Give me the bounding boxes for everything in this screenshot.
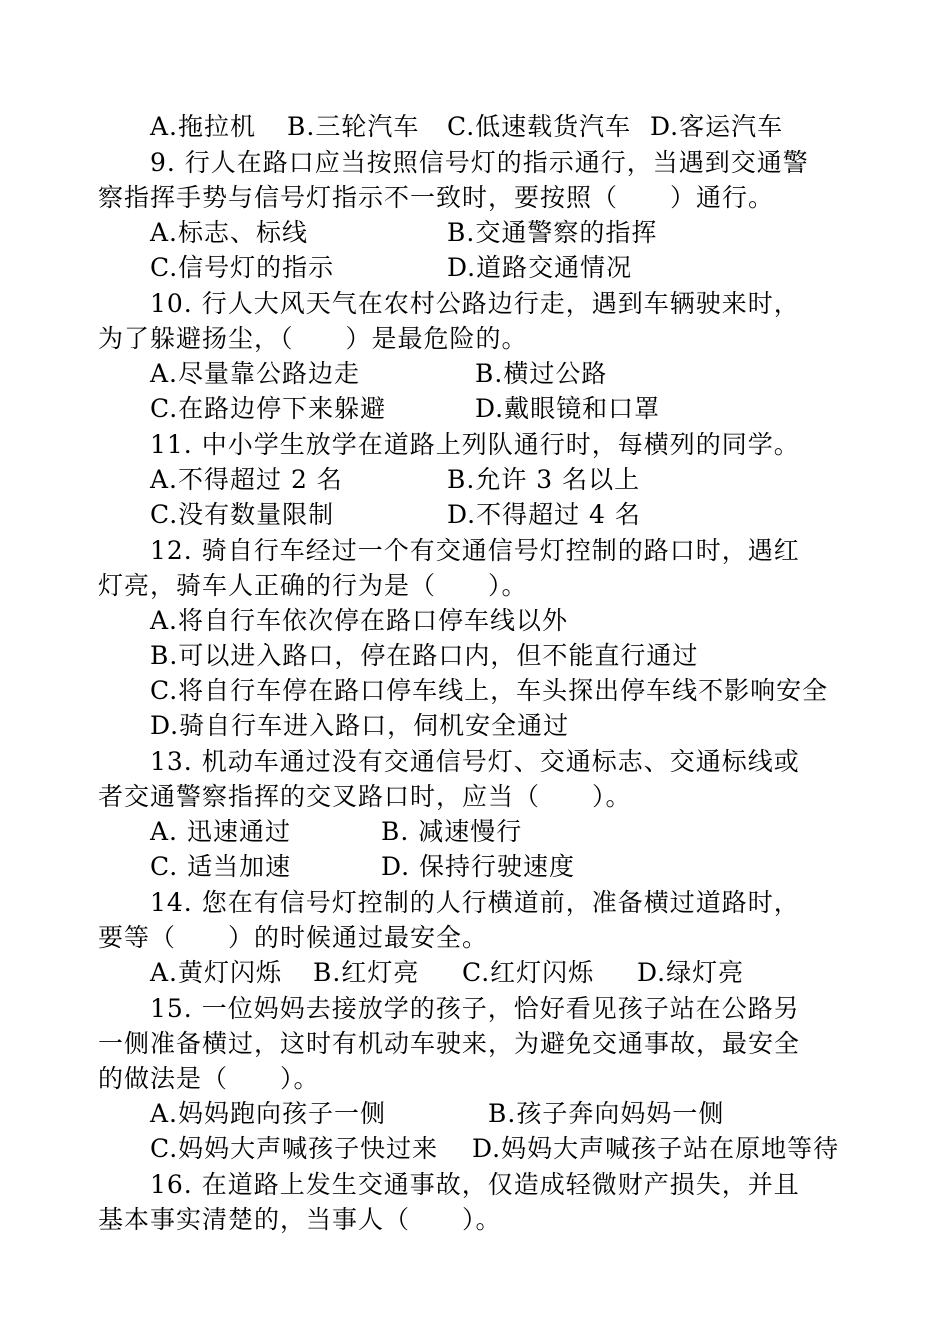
q16-stem-line1: 16. 在道路上发生交通事故，仅造成轻微财产损失，并且: [150, 1170, 800, 1199]
q10-stem-line1: 10. 行人大风天气在农村公路边行走，遇到车辆驶来时，: [150, 289, 800, 318]
q9-stem-line2: 察指挥手势与信号灯指示不一致时，要按照（ ）通行。: [98, 183, 775, 212]
q12-stem-line2: 灯亮，骑车人正确的行为是（ ）。: [98, 571, 528, 600]
q8-option-b: B.三轮汽车: [287, 112, 420, 141]
q13-stem-line1: 13. 机动车通过没有交通信号灯、交通标志、交通标线或: [150, 747, 800, 776]
q12-option-c: C.将自行车停在路口停车线上，车头探出停车线不影响安全: [150, 676, 829, 705]
q10-option-b: B.横过公路: [475, 359, 608, 388]
q16-stem-line2: 基本事实清楚的，当事人（ ）。: [98, 1205, 502, 1234]
q10-option-a: A.尽量靠公路边走: [150, 359, 361, 388]
q15-option-b: B.孩子奔向妈妈一侧: [488, 1099, 725, 1128]
q8-option-c: C.低速载货汽车: [447, 112, 632, 141]
q10-stem-line2: 为了躲避扬尘，（ ）是最危险的。: [98, 324, 528, 353]
q9-option-c: C.信号灯的指示: [150, 253, 335, 282]
q12-option-a: A.将自行车依次停在路口停车线以外: [150, 606, 569, 635]
q15-stem-line2: 一侧准备横过，这时有机动车驶来，为避免交通事故，最安全: [98, 1029, 801, 1058]
q9-option-d: D.道路交通情况: [447, 253, 633, 282]
q14-stem-line2: 要等（ ）的时候通过最安全。: [98, 923, 489, 952]
q11-option-c: C.没有数量限制: [150, 500, 335, 529]
q8-option-a: A.拖拉机: [150, 112, 257, 141]
q10-option-d: D.戴眼镜和口罩: [475, 394, 661, 423]
q11-stem-line1: 11. 中小学生放学在道路上列队通行时，每横列的同学。: [150, 430, 800, 459]
q14-option-a: A.黄灯闪烁: [150, 958, 283, 987]
q15-option-c: C.妈妈大声喊孩子快过来: [150, 1134, 439, 1163]
q11-option-a: A.不得超过 2 名: [150, 465, 343, 494]
q15-stem-line1: 15. 一位妈妈去接放学的孩子，恰好看见孩子站在公路另: [150, 994, 800, 1023]
q9-option-a: A.标志、标线: [150, 218, 309, 247]
q12-stem-line1: 12. 骑自行车经过一个有交通信号灯控制的路口时，遇红: [150, 536, 800, 565]
q13-option-d: D. 保持行驶速度: [381, 852, 576, 881]
q14-option-b: B.红灯亮: [313, 958, 420, 987]
q14-option-d: D.绿灯亮: [637, 958, 745, 987]
q13-stem-line2: 者交通警察指挥的交叉路口时，应当（ ）。: [98, 782, 632, 811]
q12-option-d: D.骑自行车进入路口，伺机安全通过: [150, 711, 570, 740]
q15-stem-line3: 的做法是（ ）。: [98, 1064, 320, 1093]
q11-option-b: B.允许 3 名以上: [447, 465, 641, 494]
q13-option-c: C. 适当加速: [150, 852, 292, 881]
q11-option-d: D.不得超过 4 名: [447, 500, 641, 529]
q9-stem-line1: 9. 行人在路口应当按照信号灯的指示通行，当遇到交通警: [150, 148, 809, 177]
q10-option-c: C.在路边停下来躲避: [150, 394, 387, 423]
q12-option-b: B.可以进入路口，停在路口内，但不能直行通过: [150, 641, 699, 670]
q8-option-d: D.客运汽车: [650, 112, 784, 141]
q13-option-a: A. 迅速通过: [150, 817, 291, 846]
q14-stem-line1: 14. 您在有信号灯控制的人行横道前，准备横过道路时，: [150, 888, 800, 917]
q14-option-c: C.红灯闪烁: [462, 958, 595, 987]
q13-option-b: B. 减速慢行: [381, 817, 523, 846]
q15-option-a: A.妈妈跑向孩子一侧: [150, 1099, 387, 1128]
q9-option-b: B.交通警察的指挥: [447, 218, 658, 247]
q15-option-d: D.妈妈大声喊孩子站在原地等待: [472, 1134, 840, 1163]
